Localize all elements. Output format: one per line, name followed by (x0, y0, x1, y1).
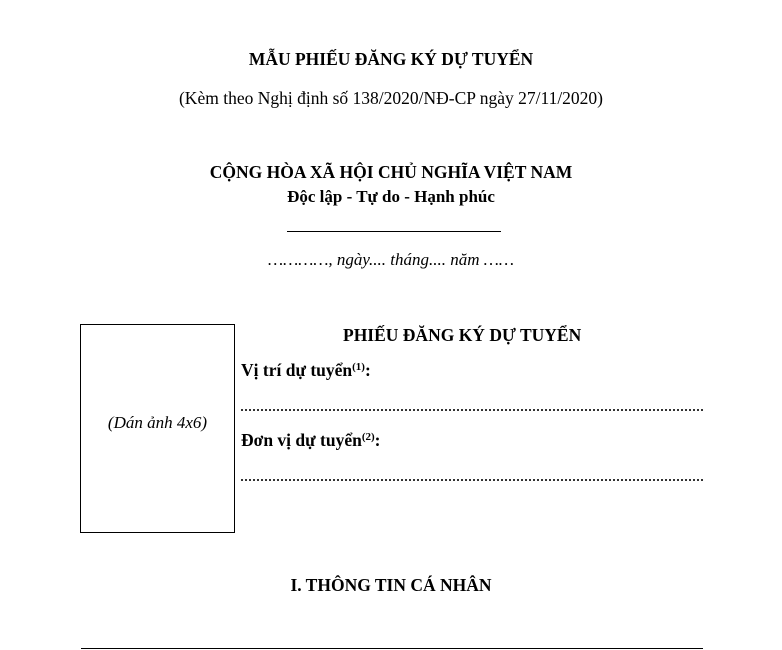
position-label-text: Vị trí dự tuyển (241, 360, 353, 380)
position-fill-line[interactable] (240, 409, 704, 411)
photo-label: (Dán ảnh 4x6) (107, 413, 208, 432)
position-footnote-ref: (1) (352, 361, 365, 373)
position-label (241, 360, 371, 381)
table-top-border (81, 648, 703, 649)
photo-placeholder (80, 324, 235, 533)
position-colon: : (364, 360, 371, 380)
decree-note: (Kèm theo Nghị định số 138/2020/NĐ-CP ngày 27/11/2020) (178, 88, 604, 108)
unit-footnote-ref: (2) (361, 431, 375, 443)
date-line: …………, ngày.... tháng.... năm …… (267, 250, 515, 269)
nation-title: CỘNG HÒA XÃ HỘI CHỦ NGHĨA VIỆT NAM (209, 162, 573, 182)
unit-fill-line[interactable] (240, 479, 704, 481)
registration-title: PHIẾU ĐĂNG KÝ DỰ TUYỂN (343, 325, 582, 345)
unit-label-text: Đơn vị dự tuyển (241, 430, 362, 450)
section-title: I. THÔNG TIN CÁ NHÂN (290, 575, 492, 595)
unit-label (241, 430, 381, 451)
form-title: MẪU PHIẾU ĐĂNG KÝ DỰ TUYỂN (248, 49, 534, 69)
unit-colon: : (374, 430, 381, 450)
motto-underline (287, 231, 501, 232)
motto: Độc lập - Tự do - Hạnh phúc (287, 187, 495, 206)
